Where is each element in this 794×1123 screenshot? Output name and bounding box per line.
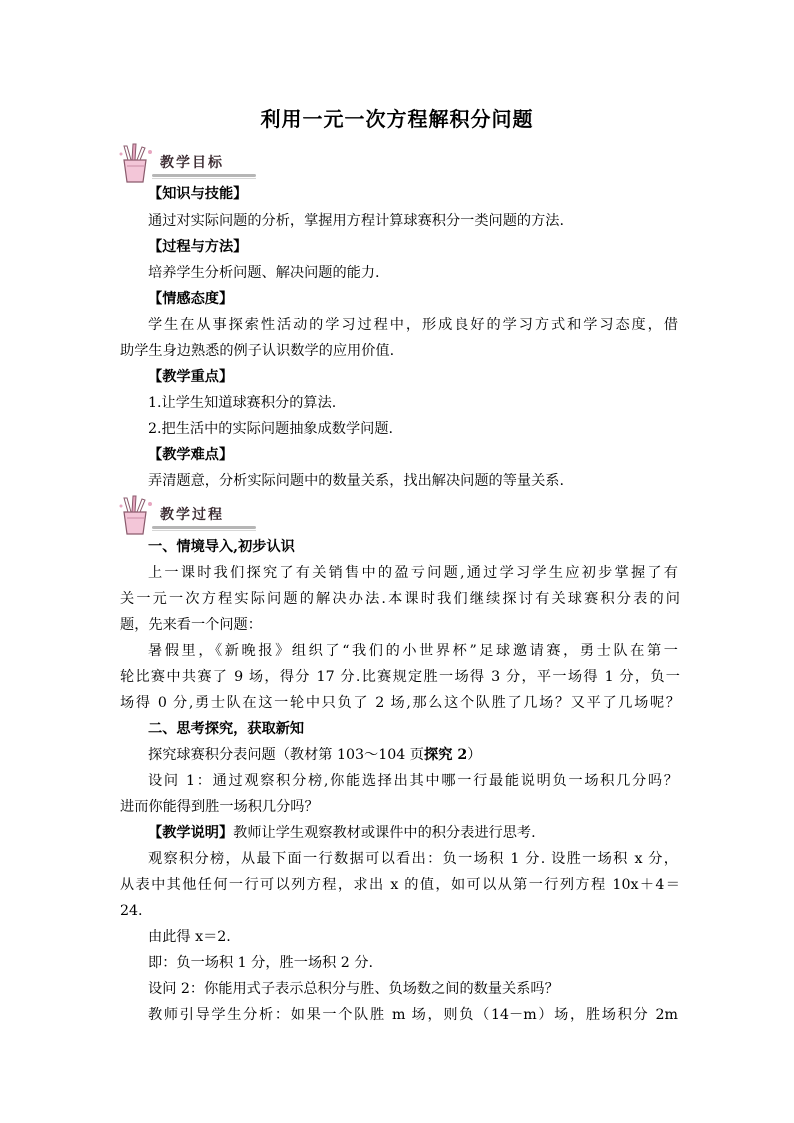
difficult-points-text: 弄清题意，分析实际问题中的数量关系，找出解决问题的等量关系.: [148, 473, 564, 489]
attitude-heading: 【情感态度】: [148, 291, 234, 307]
objectives-banner: [116, 142, 256, 188]
explore-line: [148, 745, 678, 765]
pencil-cup-icon: [116, 142, 160, 186]
attitude-line-1: 学生在从事探索性活动的学习过程中，形成良好的学习方式和学习态度，借: [148, 317, 678, 333]
problem-line-2: 轮比赛中共赛了 9 场，得分 17 分.比赛规定胜一场得 3 分，平一场得 1 分，负一: [120, 669, 680, 685]
page-title: 利用一元一次方程解积分问题: [260, 107, 534, 131]
intro-line-3: 题，先来看一个问题：: [120, 617, 262, 633]
problem-line-3: 场得 0 分,勇士队在这一轮中只负了 2 场,那么这个队胜了几场？又平了几场呢？: [120, 695, 680, 711]
objectives-banner-label: 教学目标: [160, 155, 224, 171]
observe-line-3: 24.: [120, 903, 143, 919]
teaching-note: [148, 823, 678, 843]
key-point-2: 2.把生活中的实际问题抽象成数学问题.: [148, 421, 394, 437]
observe-line-1: 观察积分榜，从最下面一行数据可以看出：负一场积 1 分. 设胜一场积 x 分，: [148, 851, 678, 867]
pencil-cup-icon: [116, 494, 160, 538]
part2-heading: 二、思考探究，获取新知: [148, 721, 305, 737]
explore-suffix: ）: [467, 747, 482, 763]
result-line-1: 由此得 x＝2.: [148, 929, 231, 945]
knowledge-heading: 【知识与技能】: [148, 186, 248, 202]
banner-underline-thin: [152, 530, 256, 531]
key-points-heading: 【教学重点】: [148, 369, 234, 385]
result-line-2: 即：负一场积 1 分，胜一场积 2 分.: [148, 955, 374, 971]
intro-line-2: 关一元一次方程实际问题的解决办法.本课时我们继续探讨有关球赛积分表的问: [120, 591, 680, 607]
explore-prefix: 探究球赛积分表问题（教材第 103～104 页: [148, 747, 424, 763]
question2: 设问 2：你能用式子表示总积分与胜、负场数之间的数量关系吗？: [148, 981, 559, 997]
teaching-note-heading: 【教学说明】: [148, 825, 234, 841]
process-method-heading: 【过程与方法】: [148, 239, 248, 255]
knowledge-text: 通过对实际问题的分析，掌握用方程计算球赛积分一类问题的方法.: [148, 213, 564, 229]
process-banner-label: 教学过程: [160, 507, 224, 523]
process-method-text: 培养学生分析问题、解决问题的能力.: [148, 265, 380, 281]
guide-line: 教师引导学生分析：如果一个队胜 m 场，则负（14－m）场，胜场积分 2m: [148, 1007, 678, 1023]
observe-line-2: 从表中其他任何一行可以列方程，求出 x 的值，如可以从第一行列方程 10x＋4＝: [120, 877, 680, 893]
question1-line-2: 进而你能得到胜一场积几分吗？: [120, 799, 319, 815]
part1-heading: 一、情境导入,初步认识: [148, 539, 295, 555]
key-point-1: 1.让学生知道球赛积分的算法.: [148, 395, 337, 411]
explore-bold: 探究 2: [424, 747, 468, 763]
problem-line-1: 暑假里，《新晚报》组织了“我们的小世界杯”足球邀请赛，勇士队在第一: [148, 643, 678, 659]
banner-underline: [152, 526, 256, 529]
teaching-note-text: 教师让学生观察教材或课件中的积分表进行思考.: [233, 825, 536, 841]
attitude-line-2: 助学生身边熟悉的例子认识数学的应用价值.: [120, 343, 395, 359]
process-banner: [116, 494, 256, 540]
banner-underline-thin: [152, 178, 256, 179]
question1-line-1: 设问 1：通过观察积分榜,你能选择出其中哪一行最能说明负一场积几分吗？: [148, 773, 678, 789]
banner-underline: [152, 174, 256, 177]
intro-line-1: 上一课时我们探究了有关销售中的盈亏问题,通过学习学生应初步掌握了有: [148, 565, 678, 581]
difficult-points-heading: 【教学难点】: [148, 447, 234, 463]
